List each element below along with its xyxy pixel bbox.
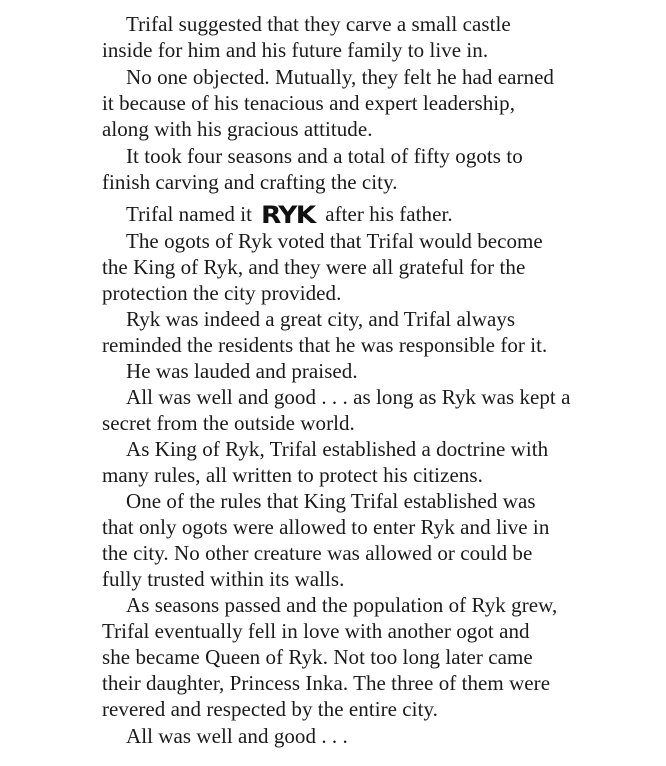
text-line: the King of Ryk, and they were all grateful for the: [102, 255, 526, 279]
text-line: protection the city provided.: [102, 281, 342, 305]
text-line: The ogots of Ryk voted that Trifal would become: [126, 229, 543, 253]
text-line: finish carving and crafting the city.: [102, 170, 398, 194]
text-line: He was lauded and praised.: [126, 359, 358, 383]
text-line: As seasons passed and the population of Ryk grew,: [126, 593, 558, 617]
text-line: reminded the residents that he was responsible for it.: [102, 333, 548, 357]
text-line: secret from the outside world.: [102, 411, 355, 435]
text-line: Trifal suggested that they carve a small castle: [126, 12, 511, 36]
text-line: their daughter, Princess Inka. The three of them were: [102, 671, 551, 695]
text-line: she became Queen of Ryk. Not too long later came: [102, 645, 533, 669]
text-line: inside for him and his future family to live in.: [102, 38, 489, 62]
text-line: All was well and good . . .: [126, 724, 348, 748]
text-line: It took four seasons and a total of fifty ogots to: [126, 144, 523, 168]
ryk-naming-line: [126, 201, 453, 227]
text-fragment: Trifal named it: [126, 202, 252, 226]
text-line: revered and respected by the entire city.: [102, 697, 438, 721]
text-line: Trifal eventually fell in love with another ogot and: [102, 619, 530, 643]
text-line: fully trusted within its walls.: [102, 567, 345, 591]
text-line: the city. No other creature was allowed or could be: [102, 541, 533, 565]
text-line: many rules, all written to protect his citizens.: [102, 463, 483, 487]
text-line: along with his gracious attitude.: [102, 117, 373, 141]
text-fragment: after his father.: [325, 202, 453, 226]
text-line: As King of Ryk, Trifal established a doctrine with: [126, 437, 549, 461]
text-line: that only ogots were allowed to enter Ryk and live in: [102, 515, 550, 539]
text-line: All was well and good . . . as long as Ryk was kept a: [126, 385, 571, 409]
ryk-logo: RYK: [261, 201, 315, 229]
text-line: it because of his tenacious and expert leadership,: [102, 91, 516, 115]
text-line: One of the rules that King Trifal established was: [126, 489, 536, 513]
text-line: Ryk was indeed a great city, and Trifal always: [126, 307, 516, 331]
text-line: No one objected. Mutually, they felt he had earned: [126, 65, 554, 89]
